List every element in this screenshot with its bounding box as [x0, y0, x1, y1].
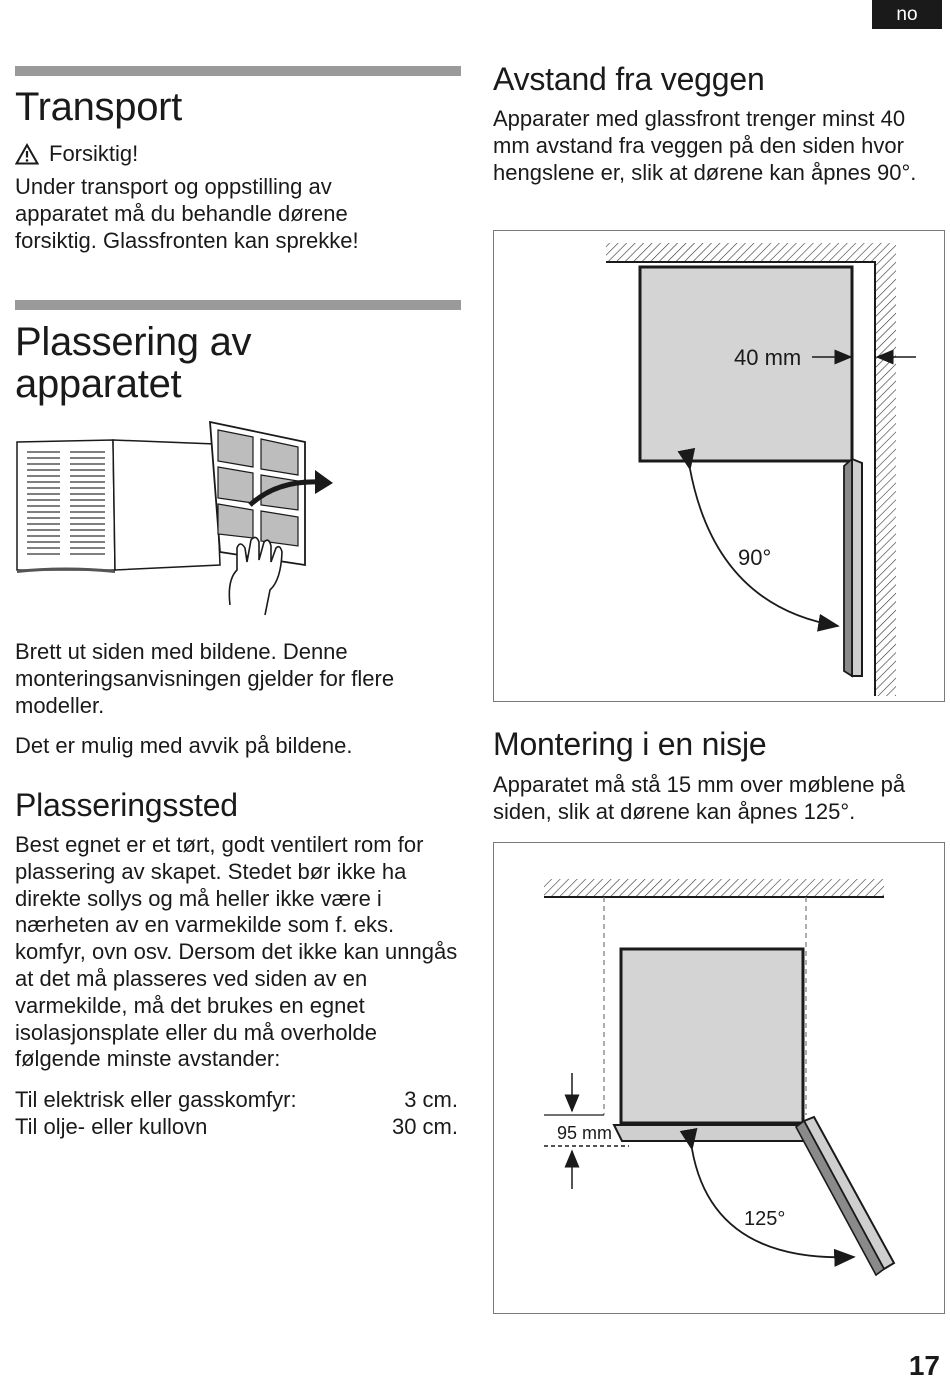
- section-divider: [15, 300, 461, 310]
- deviation-text: Det er mulig med avvik på bildene.: [15, 733, 353, 758]
- wall-distance-diagram: [493, 230, 945, 702]
- page-number: 17: [908, 1350, 940, 1381]
- distance-value: 3 cm.: [404, 1087, 458, 1112]
- door-angle-label: 90°: [738, 545, 772, 570]
- location-text: Best egnet er et tørt, godt ventilert rom for plassering av skapet. Stedet bør ikke ha direkte sollys og må heller ikke være i nærheten av en varmekilde som f. eks. komfyr, ovn osv. Dersom det ikke kan unngås at det må plasseres ved siden av en varmekilde, må det brukes en egnet isolasjonsplate eller du må overholde følgende minste avstander:: [15, 832, 458, 1072]
- distance-row: [15, 1086, 458, 1113]
- niche-distance-label: 95 mm: [557, 1123, 613, 1143]
- transport-title: Transport: [15, 85, 182, 129]
- location-title: Plasseringssted: [15, 787, 238, 823]
- warning-triangle-icon: [15, 143, 39, 165]
- distance-table: [15, 1086, 458, 1140]
- fold-out-booklet-illustration: [15, 420, 335, 620]
- niche-text: Apparatet må stå 15 mm over møblene på siden, slik at dørene kan åpnes 125°.: [493, 772, 906, 824]
- niche-title: Montering i en nisje: [493, 726, 767, 762]
- transport-text: Under transport og oppstilling av apparatet må du behandle dørene forsiktig. Glassfronten kan sprekke!: [15, 174, 359, 253]
- language-tab: no: [872, 0, 942, 29]
- niche-angle-label: 125°: [744, 1208, 786, 1230]
- distance-label: Til elektrisk eller gasskomfyr:: [15, 1087, 297, 1112]
- distance-value: 30 cm.: [391, 1114, 458, 1139]
- fold-out-text: Brett ut siden med bildene. Denne monteringsanvisningen gjelder for flere modeller.: [15, 639, 395, 718]
- distance-row: [15, 1113, 458, 1140]
- warning-label: Forsiktig!: [49, 141, 139, 166]
- wall-distance-title: Avstand fra veggen: [493, 61, 765, 97]
- wall-distance-label: 40 mm: [734, 345, 802, 370]
- distance-label: Til olje- eller kullovn: [15, 1114, 208, 1139]
- warning-row: [15, 141, 138, 168]
- section-divider: [15, 66, 461, 76]
- placement-title: Plassering av apparatet: [15, 320, 252, 406]
- niche-diagram: [493, 842, 945, 1314]
- wall-distance-text: Apparater med glassfront trenger minst 40 mm avstand fra veggen på den siden hvor hengslene er, slik at dørene kan åpnes 90°.: [493, 106, 917, 185]
